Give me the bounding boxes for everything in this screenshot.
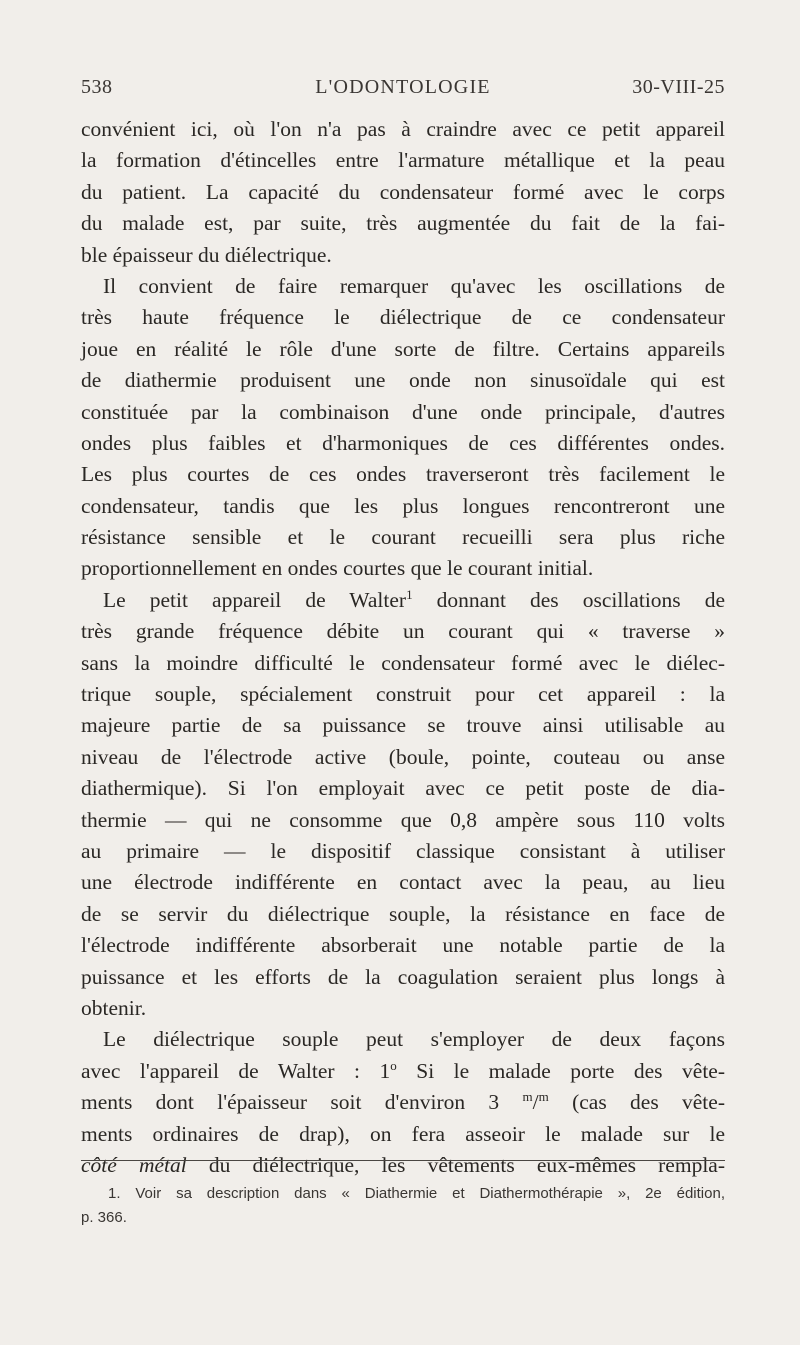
text-line: proportionnellement en ondes courtes que le courant initial. [81,556,594,581]
footnote [81,1182,725,1230]
footnote-text: Voir sa description dans « Diathermie et Diathermothérapie », 2e édition, [135,1185,725,1202]
text-line: ble épaisseur du diélectrique. [81,242,332,267]
text-fragment: Si le malade porte des vête- [396,1058,725,1083]
text-line: du malade est, par suite, très augmentée du fait de la fai- [81,211,725,236]
body-text [81,114,725,1181]
unit-slash: / [532,1090,539,1115]
text-fragment: avec l'appareil de Walter : 1 [81,1058,391,1083]
text-line: ondes plus faibles et d'harmoniques de ces différentes ondes. [81,430,725,455]
text-fragment: du diélectrique, les vêtements eux-mêmes rempla- [186,1152,725,1177]
text-fragment: (cas des vête- [548,1090,725,1115]
text-line: Le diélectrique souple peut s'employer de deux façons [103,1027,725,1052]
text-line: Les plus courtes de ces ondes traverseront très facilement le [81,462,725,487]
text-line [81,1150,725,1181]
text-line [81,585,725,616]
text-line: une électrode indifférente en contact avec la peau, au lieu [81,870,725,895]
unit-superscript: m [522,1088,533,1104]
text-line: joue en réalité le rôle d'une sorte de filtre. Certains appareils [81,336,725,361]
text-line [81,1056,725,1087]
footnote-reference: 1 [406,586,413,602]
text-line: au primaire — le dispositif classique consistant à utiliser [81,838,725,863]
text-line: du patient. La capacité du condensateur formé avec le corps [81,179,725,204]
issue-date: 30-VIII-25 [632,76,725,98]
text-line: résistance sensible et le courant recueilli sera plus riche [81,525,725,550]
text-line: condensateur, tandis que les plus longues rencontreront une [81,493,725,518]
text-line: ments ordinaires de drap), on fera asseoir le malade sur le [81,1121,725,1146]
text-line: Il convient de faire remarquer qu'avec les oscillations de [103,273,725,298]
ordinal-superscript: o [390,1057,397,1073]
text-line: convénient ici, où l'on n'a pas à craindre avec ce petit appareil [81,117,725,141]
unit-superscript: m [538,1088,549,1104]
text-line: de se servir du diélectrique souple, la résistance en face de [81,901,725,926]
text-line: la formation d'étincelles entre l'armature métallique et la peau [81,148,725,173]
text-line: trique souple, spécialement construit pour cet appareil : la [81,682,725,707]
footnote-number: 1. [108,1185,121,1202]
text-line [81,1087,725,1118]
text-line: très grande fréquence débite un courant qui « traverse » [81,619,725,644]
page-number: 538 [81,76,113,98]
text-fragment: donnant des oscillations de [436,587,726,612]
text-line: l'électrode indifférente absorberait une notable partie de la [81,933,725,958]
text-line: constituée par la combinaison d'une onde principale, d'autres [81,399,725,424]
text-fragment: ments dont l'épaisseur soit d'environ 3 [81,1090,523,1115]
text-line: majeure partie de sa puissance se trouve ainsi utilisable au [81,713,725,738]
text-line: thermie — qui ne consomme que 0,8 ampère sous 110 volts [81,807,725,832]
text-line: très haute fréquence le diélectrique de ce condensateur [81,305,725,330]
footnote-line: p. 366. [81,1209,127,1226]
text-line: niveau de l'électrode active (boule, pointe, couteau ou anse [81,744,725,769]
journal-title: L'ODONTOLOGIE [315,76,491,98]
footnote-line [108,1182,725,1206]
footnote-divider [81,1160,725,1161]
text-line: de diathermie produisent une onde non sinusoïdale qui est [81,368,725,393]
text-line: puissance et les efforts de la coagulation seraient plus longs à [81,964,725,989]
text-line: sans la moindre difficulté le condensateur formé avec le diélec- [81,650,725,675]
text-line: obtenir. [81,995,147,1020]
emphasis-text: côté métal [81,1152,187,1177]
running-header [81,76,725,108]
text-fragment: Le petit appareil de Walter [103,587,407,612]
text-line: diathermique). Si l'on employait avec ce petit poste de dia- [81,776,725,801]
